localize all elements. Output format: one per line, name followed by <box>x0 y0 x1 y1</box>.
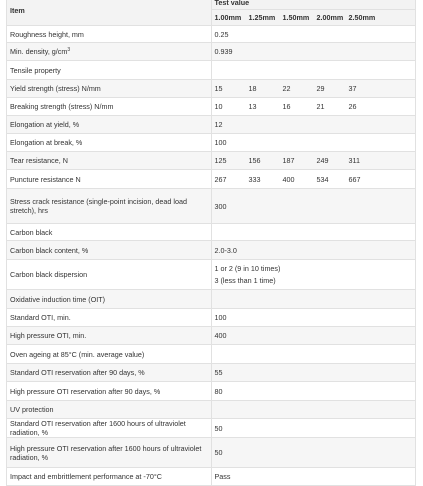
row-value: 187 <box>282 156 295 165</box>
table-section-row <box>7 401 416 419</box>
row-value-line: 1 or 2 (9 in 10 times) <box>214 263 281 273</box>
row-label: Elongation at yield, % <box>10 120 80 129</box>
row-label-cell <box>7 345 212 364</box>
row-label: Roughness height, mm <box>10 29 84 39</box>
row-label: Yield strength (stress) N/mm <box>10 84 101 93</box>
row-label-cell <box>7 364 212 382</box>
table-row <box>7 80 416 98</box>
row-values <box>215 448 413 457</box>
row-values <box>215 368 413 377</box>
spec-table-body <box>7 26 416 486</box>
row-value-cell <box>211 189 416 224</box>
row-value: 400 <box>214 331 227 340</box>
table-row <box>7 364 416 382</box>
row-label-cell <box>7 43 212 61</box>
row-label-cell <box>7 290 212 309</box>
row-value-cell <box>211 364 416 382</box>
row-values <box>215 424 413 433</box>
row-label: Carbon black content, % <box>10 245 89 255</box>
row-value: 80 <box>214 386 223 396</box>
row-label: High pressure OTI reservation after 1600 hours of ultraviolet radiation, % <box>10 443 202 462</box>
table-row <box>7 98 416 116</box>
thickness-col-3: 1.50mm <box>282 13 310 22</box>
row-values <box>215 47 413 56</box>
header-row-top <box>7 0 416 10</box>
row-value-cell <box>211 309 416 327</box>
row-label: Standard OTI, min. <box>10 313 71 322</box>
table-row <box>7 382 416 401</box>
row-values <box>215 156 413 165</box>
row-label-cell <box>7 134 212 152</box>
row-value: 333 <box>248 174 261 184</box>
row-label: Breaking strength (stress) N/mm <box>10 102 114 111</box>
row-values <box>215 331 413 340</box>
row-value: 300 <box>214 201 227 211</box>
row-values <box>215 30 413 39</box>
row-values <box>215 202 413 211</box>
table-row <box>7 309 416 327</box>
header-item: Item <box>7 0 212 26</box>
row-value-cell <box>211 419 416 438</box>
row-value-cell <box>211 26 416 43</box>
table-section-row <box>7 290 416 309</box>
row-value-cell <box>211 468 416 486</box>
table-section-row <box>7 224 416 241</box>
row-label: Tear resistance, N <box>10 156 68 165</box>
row-value-cell <box>211 170 416 189</box>
row-values <box>215 120 413 129</box>
row-label-superscript: 3 <box>67 47 71 53</box>
row-value: 125 <box>214 156 227 165</box>
row-label: Oxidative induction time (OIT) <box>10 294 106 304</box>
row-label: Standard OTI reservation after 90 days, % <box>10 368 145 377</box>
row-value-line: 3 (less than 1 time) <box>214 275 276 285</box>
row-value-cell <box>211 241 416 260</box>
row-value-cell <box>211 382 416 401</box>
row-label: Carbon black dispersion <box>10 270 88 279</box>
table-row <box>7 438 416 468</box>
row-value-cell <box>211 43 416 61</box>
row-label-cell <box>7 98 212 116</box>
row-value: 13 <box>248 102 257 111</box>
row-value: 12 <box>214 120 223 129</box>
table-row <box>7 116 416 134</box>
row-value: 21 <box>316 102 325 111</box>
thickness-col-4: 2.00mm <box>316 13 344 22</box>
table-row <box>7 43 416 61</box>
row-label-cell <box>7 327 212 345</box>
row-label-cell <box>7 260 212 290</box>
row-value: 0.939 <box>214 47 233 56</box>
row-value: 26 <box>348 102 357 111</box>
row-value: 667 <box>348 174 361 184</box>
row-label-cell <box>7 170 212 189</box>
row-values <box>215 175 413 184</box>
row-value-cell <box>211 401 416 419</box>
table-row <box>7 419 416 438</box>
row-value: 400 <box>282 174 295 184</box>
row-value-cell <box>211 290 416 309</box>
row-label-cell <box>7 80 212 98</box>
table-row <box>7 468 416 486</box>
row-value-cell <box>211 438 416 468</box>
row-value: 2.0-3.0 <box>214 245 237 255</box>
table-row <box>7 260 416 290</box>
table-row <box>7 134 416 152</box>
row-label: Oven ageing at 85°C (min. average value) <box>10 349 145 359</box>
row-value: 311 <box>348 156 360 165</box>
header-test-value: Test value <box>211 0 416 10</box>
row-label-cell <box>7 61 212 80</box>
row-label-cell <box>7 401 212 419</box>
row-value: 22 <box>282 84 291 93</box>
row-label: Standard OTI reservation after 1600 hours of ultraviolet radiation, % <box>10 419 186 437</box>
row-label: Stress crack resistance (single-point incision, dead load stretch), hrs <box>10 197 187 215</box>
thickness-col-2: 1.25mm <box>248 13 276 22</box>
row-value: 50 <box>214 423 223 433</box>
row-value: 29 <box>316 84 325 93</box>
row-label: Tensile property <box>10 65 61 75</box>
row-label-cell <box>7 309 212 327</box>
row-label: Puncture resistance N <box>10 174 81 184</box>
table-section-row <box>7 345 416 364</box>
row-label: Elongation at break, % <box>10 138 83 147</box>
row-label-cell <box>7 116 212 134</box>
row-values <box>215 472 413 481</box>
row-value: Pass <box>214 472 231 481</box>
row-value-cell <box>211 260 416 290</box>
row-value-cell <box>211 98 416 116</box>
row-value: 37 <box>348 84 357 93</box>
row-values <box>215 138 413 147</box>
row-label-cell <box>7 26 212 43</box>
row-label-cell <box>7 382 212 401</box>
row-values <box>215 102 413 111</box>
row-value: 50 <box>214 448 223 457</box>
row-label: UV protection <box>10 405 54 414</box>
geomembrane-spec-table <box>6 0 416 486</box>
row-value-cell <box>211 134 416 152</box>
row-value-cell <box>211 152 416 170</box>
row-value: 249 <box>316 156 329 165</box>
row-label-cell <box>7 419 212 438</box>
table-row <box>7 327 416 345</box>
row-label: High pressure OTI reservation after 90 days, % <box>10 386 161 396</box>
row-value: 0.25 <box>214 29 229 39</box>
row-value: 534 <box>316 174 329 184</box>
table-row <box>7 241 416 260</box>
row-value: 267 <box>214 174 227 184</box>
table-row <box>7 170 416 189</box>
row-label: Impact and embrittlement performance at -70°C <box>10 472 162 481</box>
row-value: 10 <box>214 102 223 111</box>
row-value-cell <box>211 116 416 134</box>
row-value-cell <box>211 224 416 241</box>
table-section-row <box>7 61 416 80</box>
row-value-cell <box>211 80 416 98</box>
row-value: 18 <box>248 84 257 93</box>
row-value: 16 <box>282 102 291 111</box>
row-value: 100 <box>214 138 227 147</box>
table-row <box>7 26 416 43</box>
row-label-cell <box>7 224 212 241</box>
table-row <box>7 152 416 170</box>
row-value: 100 <box>214 313 227 322</box>
row-label-cell <box>7 241 212 260</box>
row-value-cell <box>211 327 416 345</box>
row-values <box>215 246 413 255</box>
thickness-col-1: 1.00mm <box>214 13 242 22</box>
row-label: High pressure OTI, min. <box>10 331 87 340</box>
row-values <box>215 84 413 93</box>
thickness-list <box>215 13 413 22</box>
row-values <box>215 313 413 322</box>
row-label-cell <box>7 438 212 468</box>
header-thickness-cell <box>211 10 416 26</box>
row-value: 15 <box>214 84 223 93</box>
thickness-col-5: 2.50mm <box>348 13 376 22</box>
row-label: Min. density, g/cm <box>10 47 68 56</box>
row-value-cell <box>211 345 416 364</box>
row-label-cell <box>7 152 212 170</box>
row-label-cell <box>7 189 212 224</box>
row-label: Carbon black <box>10 227 53 237</box>
row-value: 156 <box>248 156 261 165</box>
row-values <box>215 387 413 396</box>
row-value-cell <box>211 61 416 80</box>
row-label-cell <box>7 468 212 486</box>
row-value: 55 <box>214 368 223 377</box>
table-row <box>7 189 416 224</box>
